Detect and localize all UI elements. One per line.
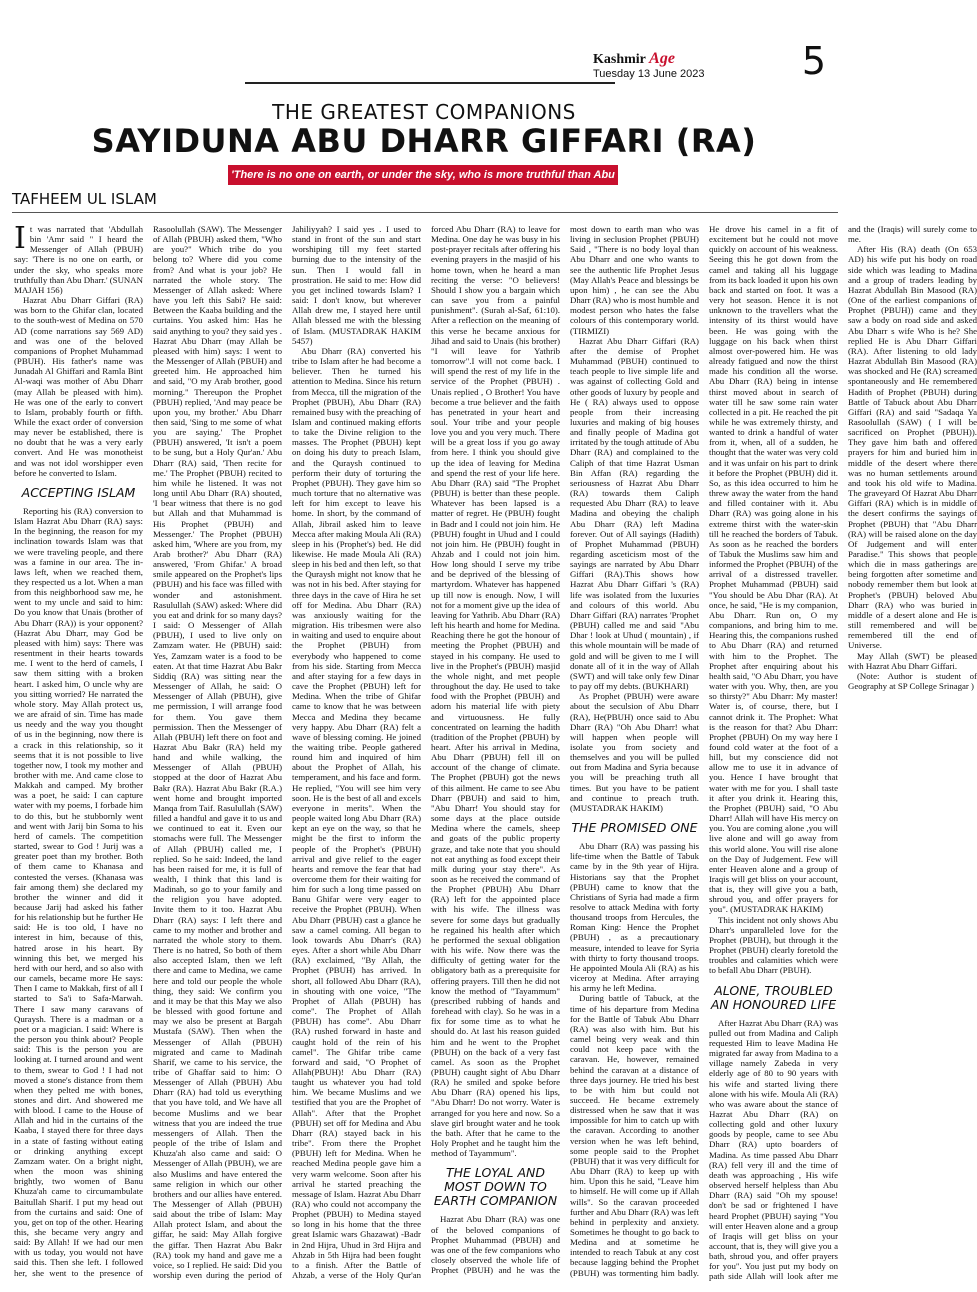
paragraph: This incident not only shows Abu Dharr's unparalleled love for the Prophet (PBUH), but through it the Prophet (PBUH) clearly foretold the troubles and calamities which were to befall Abu Dharr (PBUH). (709, 914, 838, 976)
issue-date: Tuesday 13 June 2023 (593, 68, 705, 80)
paragraph: After His (RA) death (On 653 AD) his wife put his body on road side which was leading to Madina and a group of traders leading by Hazrat Abdullah Bin Masood (RA) (One of the earliest companions of Prophet (PBUH)) came and they saw a body on road side and asked Abu Dharr s wife Who is he? She replied He is Abu Dharr Giffari (RA). After listening to old lady Hazrat Abdullah Bin Masood (RA) was shocked and He (RA) screamed spontaneously and He remembered Hadith of Prophet (PBUH) during Battle of Tabuck about Abu Dharr Giffari (RA) and said "Sadaqa Ya Rasoolullah (SAW) ( I will be sacrificed on Prophet (PBUH)). They gave him bath and offered prayers for him and buried him in middle of the desert where there was no human settlements around and took his old wife to Madina. The graveyard Of Hazrat Abu Dharr Giffari (RA) which is in middle of the desert confirms the sayings of Prophet (PBUH) that "Abu Dharr (RA) will be raised alone on the day Of Judgement and will enter Paradise." This shows that people which die in mass gatherings are being forgotten after sometime and nobody remember them but look at Prophet's (PBUH) beloved Abu Dharr (RA) who was buried in middle of a desert alone and He is still remembered and will be remembered till the end of Universe. (848, 244, 977, 651)
logo-age: Age (649, 50, 675, 67)
newspaper-logo (593, 50, 675, 68)
paragraph: Reporting his (RA) conversion to Islam Hazrat Abu Dharr (RA) says: In the beginning, the reason for my inclination towards Islam was that we were traveling people, and there was a famine in our area. The in-laws left, when we reached them, they respected us a lot. When a man from this neighborhood saw me, he went to my uncle and said to him: Do you know that Unais (brother of Abu Dharr (RA)) is your opponent? (Hazrat Abu Dharr, may God be pleased with him) says: There was resentment in their hearts towards me. I went to the herd of camels, I saw them sitting with a broken heart. I asked him, O uncle why are you sitting worried? He narrated the whole story. May Allah protect us, we are afraid of sin. Time has made us needy and the way you thought of us in the beginning, now there is a crack in this relationship, so it seems that it is not possible to live together now, I took my mother and brother with me. And came close to Makkah and camped. My brother was a poet, he said: I can capture water with my poems, I forbade him to do this, but he stubbornly went and went with Jarij bin Soma to his herd of camels. The competition started, swear to God ! Jurij was a greater poet than my brother. Both of them came to Khanasa and contested the verses. (Khanasa was fair among them) she declared my brother the winner and did it because Jarij had asked his father for his relationship but he further He said: He is too old, I have no interest in him, because of this, hatred arose in his heart. By winning this bet, we merged his herd with our herd, and so also with our camels, became more He says: Then I came to Makkah, first of all I started to Sa'i to Safa-Marwah. There I saw many caravans of Quraysh. There is a madman or a poet or a magician. I said: Where is the person you think about? People said: This is the person you are looking at. I turned around and went to them, swear to God ! I had not moved a stone's distance from them when they pelted me with bones, stones and dirt. And showered me with blood. I came to the House of Allah and hid in the curtains of the Kaaba, I stayed there for three days in a state of fasting without eating or drinking anything except Zamzam water. On a bright night, when the moon was shining brightly, two women of Banu Khuza'ah came to circumambulate Baitullah Sharif. I put my head out from the curtains and said: One of you, get on top of the other. Hearing this, she became very angry and said: By Allah! If we had our men with us today, you would not have said this. Then she left. I followed her, she went to the presence of Rasoolullah (SAW). The Messenger of Allah (PBUH) asked them, "Who are you?" Which tribe do you belong to? Where did you come from? And what is your job? He narrated the whole story. The Messenger of Allah asked: Where have you left this Sabi? He said: Between the Kaaba building and the curtains. You asked him: Has he said anything to you? they said yes . Hazrat Abu Dharr (may Allah be pleased with him) says: I went to the Messenger of Allah (PBUH) and greeted him. He approached him and said, "O my Arab brother, good morning." Thereupon the Prophet (PBUH) replied, 'And may peace be upon you, my brother.' Abu Dharr then said, 'Sing to me some of what you are saying.' The Prophet (PBUH) answered, 'It isn't a poem to be sung, but a Holy Qur'an.' Abu Dharr (RA) said, 'Then recite for me.' The Prophet (PBUH) recited to him while he listened. It was not long until Abu Dharr (RA) shouted, 'I bear witness that there is no god but Allah and that Muhammad is His Prophet (PBUH) and Messenger.' The Prophet (PBUH) asked him, 'Where are you from, my Arab brother?' Abu Dharr (RA) answered, 'From Ghifar.' A broad smile appeared on the Prophet's lips (PBUH) and his face was filled with wonder and astonishment. Rasulullah (SAW) asked: Where did you eat and drink for so many days? I said: O Messenger of Allah (PBUH), I used to live only on Zamzam water. He (PBUH) said: Yes, Zamzam water is a food to be eaten. At that time Hazrat Abu Bakr Siddiq (RA) was sitting near the Messenger of Allah, he said: O Messenger of Allah (PBUH), give me permission, I will arrange food for them. You gave them permission. Then the Messenger of Allah (PBUH) left there on foot and Hazrat Abu Bakr (RA) held my hand and while walking, the Messenger of Allah (PBUH) stopped at the door of Hazrat Abu Bakr (RA). Hazrat Abu Bakr (R.A.) went home and brought imported Manqa from Taif. Rasulullah (SAW) filled a handful and gave it to us and we continued to eat it. Even our stomachs were full. The Messenger of Allah (PBUH) called me, I replied. So he said: Indeed, the land has been raised for me, it is full of wealth, I think that this land is Madinah, so go to your family and the religion you have adopted. Invite them to it too. Hazrat Abu Dharr (RA) says: I left there and came to my mother and brother and narrated the whole story to them. There is no hatred, So both of them also accepted Islam, then we left there and came to Medina, we came here and told our people the whole thing, they said: We confirm you and it may be that this May we also be blessed with good fortune and may we also be present at Bargah Mustafa (SAW). Then when the Messenger of Allah (PBUH) migrated and came to Madinah Sharif, we came to his service, the tribe of Ghaffar said to him: O Messenger of Allah (PBUH) Abu Dharr (RA) had told us everything that you have told, and We have all become Muslims and we bear witness that you are indeed the true messengers of Allah. Then the people of the tribe of Islam and Khuza'ah also came and said: O Messenger of Allah (PBUH), we are also Muslims and have entered the same religion in which our other brothers and our allies have entered. The Messenger of Allah (PBUH) said about the tribe of Islam: May Allah protect Islam, and about the giffar, he said: May Allah forgive the giffar. Then Hazrat Abu Bakr (RA) took my hand and gave me a voice, so I replied. He said: Did you worship even during the period of Jahiliyyah? I said yes . I used to stand in front of the sun and start worshiping till my feet started burning due to the intensity of the sun. Then I would fall in prostration. He said to me: How did you get inclined towards Islam? I said: I don't know, but wherever Allah drew me, I stayed here until Allah blessed me with the blessing of Islam. (MUSTADRAK HAKIM 5457) (14, 224, 421, 1281)
page-number: 5 (801, 39, 826, 83)
paragraph: During battle of Tabuck, at the time of his departure from Medina for the Battle of Tabuk Abu Dharr (RA) was also with him. But his camel being very weak and thin could not keep pace with the caravan. He, however, remained behind the caravan at a distance of three days journey. He tried his best to be with him but could not succeed. He became extremely distressed when he saw that it was impossible for him to catch up with the caravan. According to another version when he was left behind, some people said to the Prophet (PBUH) that it was very difficult for Abu Dharr (RA) to keep up with him. Upon this he said, "Leave him to himself. He will come up if Allah wills". So the caravan proceeded further and Abu Dharr (RA) was left behind in perplexity and anxiety. Sometimes he thought to go back to Medina and at sometime he intended to reach Tabuk at any cost because lagging behind the Prophet (PBUH) was tormenting him badly. He drove his camel in a fit of excitement but he could not move quickly on account of his weakness. Seeing this he got down from the camel and taking all his luggage from its back loaded it upon his own back and started on foot. It was a very hot season. Hence it is not unknown to the travellers what the intensity of its thirst would have been. He was going with the luggage on his back when thirst almost over-powered him. He was already fatigued and now the thirst made his condition all the worse. Abu Dharr (RA) being in intense thirst moved about in search of water till he saw some rain water collected in a pit. He reached the pit while he was extremely thirsty, and wanted to drink a handful of water from it, when, all of a sudden, he thought that the water was very cold and it was unfair on his part to drink it before the Prophet (PBUH) did it. So, as this idea occurred to him he threw away the water from the hand and filled container with it. Abu Dharr (RA) was going alone in his extreme thirst with the water-skin till he reached the borders of Tabuk. As soon as he reached the borders of Tabuk the Muslims saw him and informed the Prophet (PBUH) of the arrival of a distressed traveller. Prophet Muhammad (PBUH) said "You should be Abu Dhar (RA). At once, he said, "He is my companion, Abu Dharr. Run on, O my companions, and bring him to me. Hearing this, the companions rushed to Abu Dharr (RA) and returned with him to the Prophet. The Prophet after enquiring about his health said, "O Abu Dharr, you have water with you. Why, then, are you so thirsty?" Abu Dharr: My master! Water is, of course, there, but I cannot drink it. The Prophet: What is the reason for that? Abu Dharr: Prophet (PBUH) On my way here I found cold water at the foot of a hill, but my conscience did not allow me to use it in advance of you. Hence I have brought that water with me for you. I shall taste it after you drink it. Hearing this, the Prophet (PBUH) said, "O Abu Dharr! Allah will have His mercy on you. You are coming alone ,you will live alone and will go away from this world alone. You will rise alone on the Day of Judgement. Few will enter Heaven alone and a group of Iraqis will get bliss on your account, that is, they will give you a bath, shroud you, and offer prayers for you". (MUSTADRAK HAKIM) (570, 224, 838, 1278)
pull-quote-banner: 'There is no one on earth, or under the sky, who is more truthful than Abu Dharr Giffari (RA).' (228, 165, 618, 185)
paragraph: Hazrat Abu Dharr Giffari (RA) after the demise of Prophet Muhammad (PBUH) continued to teach people to live simple life and was against of collecting Gold and other goods of luxury by people and He ( RA) always used to oppose people from their increasing luxuries and making of big houses and finally people of Madina got irritated by the tough attitude of Abu Dharr (RA) and complained to the Caliph of that time Hazrat Usman Bin Affan (RA) regarding the seriousness of Hazrat Abu Dharr (RA) towards them Caliph requested Abu Dharr (RA) to leave Madina and obeying the chaliph Abu Dharr (RA) left Madina forever. Out of All sayings (Hadith) of Prophet Muhammad (PBUH) regarding asceticism most of the sayings are narrated by Abu Dharr Giffari (RA).This shows how Hazrat Abu Dharr Giffari 's (RA) life was isolated from the luxuries and colours of this world. Abu Dharr Giffari (RA) narrates 'Prophet (PBUH) called me and said "Abu Dhar ! look at Uhud ( mountain) , if this whole mountain will be made of gold and will be given to me I will donate all of it in the way of Allah (SWT) and will take only few Dinar to pay off my debts. (BUKHARI) (570, 335, 699, 692)
paragraph: Hazrat Abu Dharr (RA) was one of the beloved companions of Prophet Muhammad (PBUH) and was one of the few companions who closely observed the whole life of Prophet (PBUH) and he was the most down to earth man who was living in seclusion Prophet (PBUH) Said , "There is no body loyal than Abu Dharr and one who wants to see the authentic life Prophet Jesus (May Allah's Peace and blessings be upon him) , he can see the Abu Dharr (RA) who is most humble and modest person who hates the false colours of this contemporary world. (TIRMIZI) (431, 224, 700, 1276)
section-kicker: THE GREATEST COMPANIONS (272, 100, 576, 124)
paragraph: Abu Dharr (RA) was passing his life-time when the Battle of Tabuk came by in the 9th year of Hijra. Historians say that the Prophet (PBUH) came to know that the Christians of Syria had made a firm resolve to attack Medina with forty thousand troops from Hercules, the Roman King: Hence the Prophet (PBUH) , as a precautionary measure, intended to leave for Syria with thirty to forty thousand troops. He appointed Moula Ali (RA) as his viceroy at Medina. After arraying his army he left Medina. (570, 841, 699, 994)
logo-kashmir: Kashmir (593, 52, 646, 67)
paragraph: May Allah (SWT) be pleased with Hazrat Abu Dharr Giffari. (848, 650, 977, 671)
subhead-loyal-companion: THE LOYAL AND MOST DOWN TO EARTH COMPANION (433, 1165, 558, 1209)
paragraph: After Hazrat Abu Dharr (RA) was pulled out from Madina and Caliph requested Him to leave Madina He migrated far away from Madina to a village namely Zabeda in very elderly age of 80 to 90 years with his wife and started living there alone with his wife. Moula Ali (RA) who was aware about the stance of Hazrat Abu Dharr (RA) on collecting gold and other luxury goods by people, came to see Abu Dharr (RA) upto boarders of Madina. As time passed Abu Dharr (RA) fell very ill and the time of death was approaching , His wife observed herself helpless than Abu Dharr (RA) said "Oh my spouse! don't be sad or frightened I have heard Prophet (PBUH) saying "You will enter Heaven alone and a group of Iraqis will get bliss on your account, that is, they will give you a bath, shroud you, and offer prayers for you". You just put my body on path side Allah will look after me and the (Iraqis) will surely come to me. (709, 224, 977, 1282)
author-note: (Note: Author is student of Geography at SP College Srinagar ) (848, 670, 977, 692)
article-body (14, 221, 977, 1284)
intro-text: t was narrated that 'Abdullah bin 'Amr said " I heard the Messenger of Allah (PBUH) say: 'There is no one on earth, or under the sky, who speaks more truthfully than Abu Dharr.' (SUNAN MAJAH 156) (14, 224, 143, 295)
masthead (0, 0, 848, 100)
byline-rule (12, 212, 838, 213)
headline: SAYIDUNA ABU DHARR GIFFARI (RA) (91, 122, 757, 160)
drop-cap: I (14, 221, 26, 256)
byline: TAFHEEM UL ISLAM (12, 190, 157, 208)
subhead-accepting-islam: ACCEPTING ISLAM (21, 484, 136, 500)
masthead-rule (245, 82, 615, 84)
paragraph: Hazrat Abu Dharr Giffari (RA) was born to the Ghifar clan, located to the south-west of Medina on 570 AD (come narrations say 569 AD) and was one of the beloved companions of Prophet Muhammad (PBUH). His father's name was Junadah Al Ghiffari and Ramla Bint Al-waqi was mother of Abu Dharr (may Allah be pleased with him). He was one of the early to convert to Islam, probably fourth or fifth. While the exact order of conversion may never be established, there is no doubt that he was a very early convert. And He was monotheist and was not idol worshipper even before he converted to Islam. (14, 295, 143, 478)
paragraph: As Prophet (PBUH) were aware about the seculsion of Abu Dharr (RA), He(PBUH) once said to Abu Dharr (RA) "Oh Abu Dharr! what will happen when people will isolate you from society and themselves and you will be pulled out from Madina and Syria because you will be preaching truth all times. But you have to be patient and continue to preach truth. (MUSTADRAK HAKIM) (570, 691, 699, 813)
subhead-promised-one: THE PROMISED ONE (571, 820, 698, 836)
paragraph: Abu Dharr (RA) converted his tribe to Islam after he had become a believer. Then he turned his attention to Medina. Since his return from Mecca, till the migration of the Prophet (PBUH), Abu Dharr (RA) remained busy with the preaching of Islam and continued making efforts to take the Divine religion to the masses. The Prophet (PBUH) kept on doing his duty to preach Islam, and the Quraysh continued to perform their duty of torturing the Prophet (PBUH). They gave him so much torture that no alternative was left for him except to leave his home. In short, by the command of Allah, Jibrail asked him to leave Mecca after making Moula Ali (RA) sleep in his (Prophet's) bed. He did likewise. He made Moula Ali (RA) sleep in his bed and then left, so that the Quraysh might not know that he was not in his bed. After staying for three days in the cave of Hira he set off for Medina. Abu Dharr (RA) was anxiously waiting for the migration. His tribesmen were also in waiting and used to enquire about the Prophet (PBUH) from everybody who happened to come from his side. Starting from Mecca and after staying for a few days in cave the Prophet (PBUH) left for Medina. When the tribe of Ghifar came to know that he was between Mecca and Medina they became very happy. Abu Dharr (RA) felt a wave of blessing coming. He joined the waiting tribe. People gathered round him and inquired of him about the Prophet of Allah, his temperament, and his face and form. He replied, "You will see him very soon. He is the best of all and excels everyone in merits". When the people waited long Abu Dharr (RA) kept an eye on the way, so that he might be the first to inform the people of the Prophet's (PBUH) arrival and give relief to the eager hearts and remove the fear that had overcome them for their waiting for him for such a long time passed on Banu Ghifar were very eager to receive the Prophet (PBUH). When Abu Dharr (PBUH) cast a glance he saw a camel coming. All began to look towards Abu Dharr's (RA) eyes. After a short while Abu Dharr (RA) exclaimed, "By Allah, the Prophet (PBUH) has arrived. In short, all followed Abu Dharr (RA), in shouting with one voice, "The Prophet of Allah (PBUH) has come". The Prophet of Allah (PBUH) has come". Abu Dharr (RA) rushed forward in haste and caught hold of the rein of his camel". The Ghifar tribe came forward and said, "O Prophet of Allah(PBUH)! Abu Dharr (RA) taught us whatever you had told him. We became Muslims and we testified that you are the Prophet of Allah". After that the Prophet (PBUH) set off for Medina and Abu Dharr (RA) stayed back in his tribe". From there the Prophet (PBUH) left for Medina. When he reached Medina people gave him a very warm welcome. Soon after his arrival he started preaching the message of Islam. Hazrat Abu Dharr (RA) who could not accompany the Prophet (PBUH) to Medina stayed so long in his home that the three great Islamic wars Ghazawat) -Badr in 2nd Hijra, Uhud in 3rd Hijra and Ahzab in 5th Hijra had been fought to a finish. After the Battle of Ahzab, a verse of the Holy Qur'an forced Abu Dharr (RA) to leave for Medina. One day he was busy in his post-prayer recitals after offering his evening prayers in the masjid of his home town, when he heard a man reciting the verse: "O believers! Should I show you a bargain which can save you from a painful punishment". (Surah al-Saf, 61:10). After a reflection on the meaning of this verse he became anxious for Jihad and said to Unais (his brother) "I will leave for Yathrib tomorrow".I will not come back. I will spend the rest of my life in the service of the Prophet (PBUH) . Unais replied , O Brother! You have become a true believer and the faith has penetrated in your heart and soul. Your tribe and your people love you and you very much. There will be a great loss if you go away from here. I think you should give up the idea of leaving for Medina and spend the rest of your life here. Abu Dharr (RA) said "The Prophet (PBUH) is better than these people. Whatever has been lapsed is a matter of regret. He (PBUH) fought in Badr and I could not join him. He (PBUH) fought in Uhud and I could not join him. He (PBUH) fought in Ahzab and I could not join him. How long should I serve my tribe and be deprived of the blessing of martyrdom. Whatever has happened up till now is enough. Now, I will not for a moment give up the idea of leaving for Yathrib. Abu Dharr (RA) left his hearth and home for Medina. Reaching there he got the honour of meeting the Prophet (PBUH) and stayed in his company. He used to live in the Prophet's (PBUH) masjid the whole night, and met people throughout the day. He used to take food with the Prophet (PBUH) and adorn his material life with piety and virtuousness. He fully concentrated on learning the hadith (tradition of the Prophet (PBUH) by heart. After his arrival in Medina, Abu Dharr (PBUH) fell ill on account of the change of climate. The Prophet (PBUH) got the news of this ailment. He came to see Abu Dharr (PBUH) and said to him, "Abu Dharr! You should stay for some days at the place outside Medina where the camels, sheep and goats of the public property graze, and take note that you should not eat anything as food except their milk during your stay there". As soon as he received the command of the Prophet (PBUH) Abu Dharr (RA) left for the appointed place with his wife. The illness was severe for some days but gradually he regained his health after which he performed the sexual obligation with his wife. Now there was the difficulty of getting water for the obligatory bath as a prerequisite for offering prayers. Till then he did not know the method of "Tayammum" (prescribed rubbing of hands and forehead with clay). So he was in a fix for some time as to what he should do. At last his reason guided him and he went to the Prophet (PBUH) on the back of a very fast camel. As soon as the Prophet (PBUH) caught sight of Abu Dharr (RA) he smiled and spoke before Abu Dharr (RA) opened his lips, "Abu Dharr! Do not worry. Water is arranged for you here and now. So a slave girl brought water and he took the bath. After that he came to the Holy Prophet and he taught him the method of Tayammum". (292, 224, 560, 1281)
intro-paragraph (14, 221, 143, 295)
subhead-alone-troubled: ALONE, TROUBLED AN HONOURED LIFE (710, 982, 837, 1012)
